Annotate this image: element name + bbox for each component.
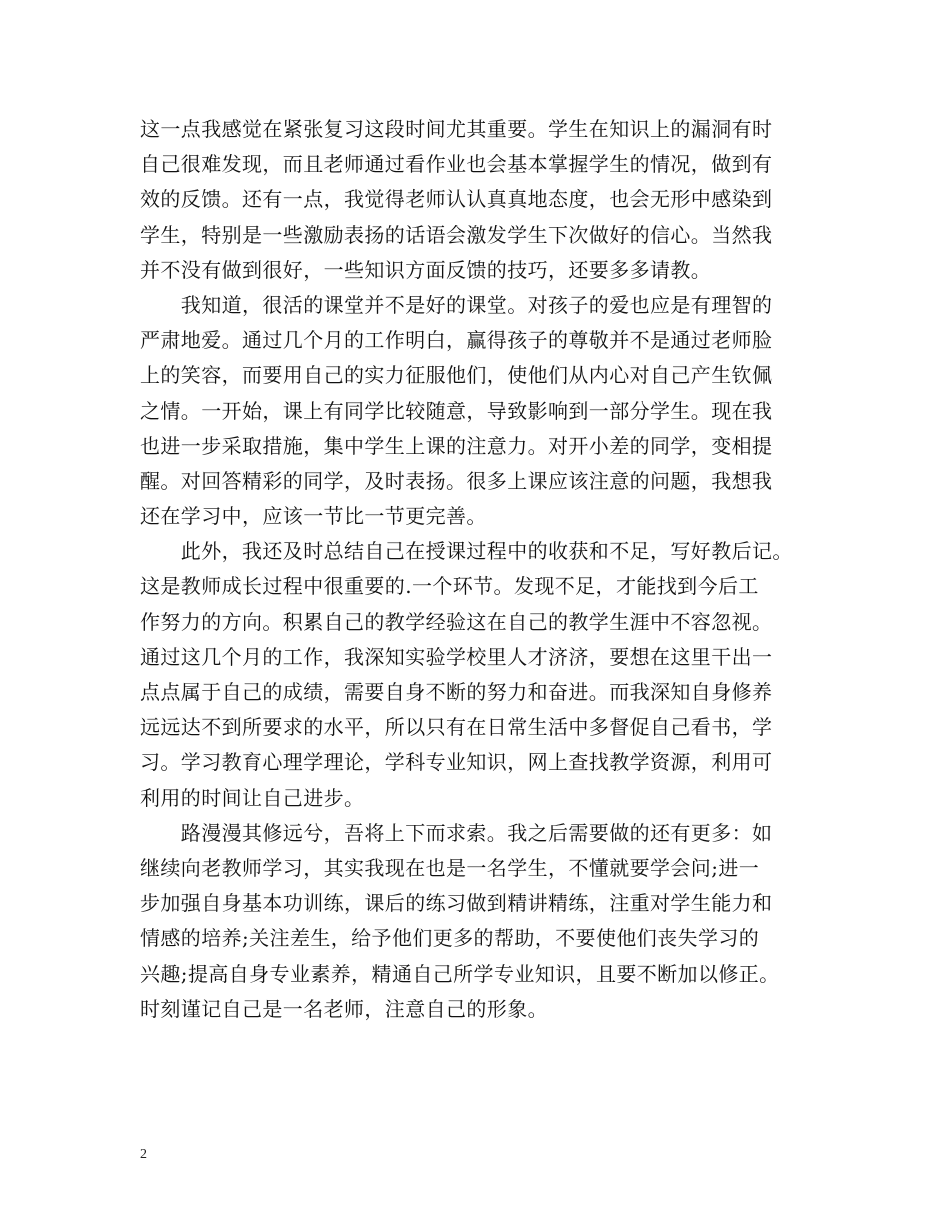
text-line: 我知道，很活的课堂并不是好的课堂。对孩子的爱也应是有理智的 xyxy=(140,292,773,317)
text-line: 兴趣;提高自身专业素养，精通自己所学专业知识，且要不断加以修正。 xyxy=(140,961,780,986)
text-line: 醒。对回答精彩的同学，及时表扬。很多上课应该注意的问题，我想我 xyxy=(140,468,773,493)
text-line: 还在学习中，应该一节比一节更完善。 xyxy=(140,504,487,529)
paragraph-1 xyxy=(140,112,820,288)
paragraph-2 xyxy=(140,288,820,534)
text-line: 这是教师成长过程中很重要的.一个环节。发现不足，才能找到今后工 xyxy=(140,574,759,599)
paragraph-3 xyxy=(140,534,820,816)
text-line: 利用的时间让自己进步。 xyxy=(140,785,365,810)
page-number: 2 xyxy=(140,1147,147,1162)
text-line: 自己很难发现，而且老师通过看作业也会基本掌握学生的情况，做到有 xyxy=(140,152,773,177)
text-line: 学生，特别是一些激励表扬的话语会激发学生下次做好的信心。当然我 xyxy=(140,222,773,247)
text-line: 之情。一开始，课上有同学比较随意，导致影响到一部分学生。现在我 xyxy=(140,398,773,423)
text-line: 习。学习教育心理学理论，学科专业知识，网上查找教学资源，利用可 xyxy=(140,750,773,775)
text-line: 点点属于自己的成绩，需要自身不断的努力和奋进。而我深知自身修养 xyxy=(140,680,773,704)
text-line: 效的反馈。还有一点，我觉得老师认认真真地态度，也会无形中感染到 xyxy=(140,187,773,212)
text-line: 这一点我感觉在紧张复习这段时间尤其重要。学生在知识上的漏洞有时 xyxy=(140,117,773,141)
text-line: 远远达不到所要求的水平，所以只有在日常生活中多督促自己看书，学 xyxy=(140,715,773,740)
text-line: 上的笑容，而要用自己的实力征服他们，使他们从内心对自己产生钦佩 xyxy=(140,363,773,388)
text-line: 路漫漫其修远兮，吾将上下而求索。我之后需要做的还有更多：如 xyxy=(140,820,773,845)
text-line: 此外，我还及时总结自己在授课过程中的收获和不足，写好教后记。 xyxy=(140,539,793,564)
text-line: 也进一步采取措施，集中学生上课的注意力。对开小差的同学，变相提 xyxy=(140,433,773,458)
body-text xyxy=(140,112,820,1027)
text-line: 情感的培养;关注差生，给予他们更多的帮助，不要使他们丧失学习的 xyxy=(140,926,760,951)
text-line: 作努力的方向。积累自己的教学经验这在自己的教学生涯中不容忽视。 xyxy=(140,609,773,634)
text-line: 并不没有做到很好，一些知识方面反馈的技巧，还要多多请教。 xyxy=(140,257,712,282)
text-line: 步加强自身基本功训练，课后的练习做到精讲精练，注重对学生能力和 xyxy=(140,891,773,916)
text-line: 时刻谨记自己是一名老师，注意自己的形象。 xyxy=(140,996,548,1021)
text-line: 通过这几个月的工作，我深知实验学校里人才济济，要想在这里干出一 xyxy=(140,644,773,669)
text-line: 继续向老教师学习，其实我现在也是一名学生，不懂就要学会问;进一 xyxy=(140,855,760,880)
text-line: 严肃地爱。通过几个月的工作明白，赢得孩子的尊敬并不是通过老师脸 xyxy=(140,328,773,353)
paragraph-4 xyxy=(140,816,820,1027)
